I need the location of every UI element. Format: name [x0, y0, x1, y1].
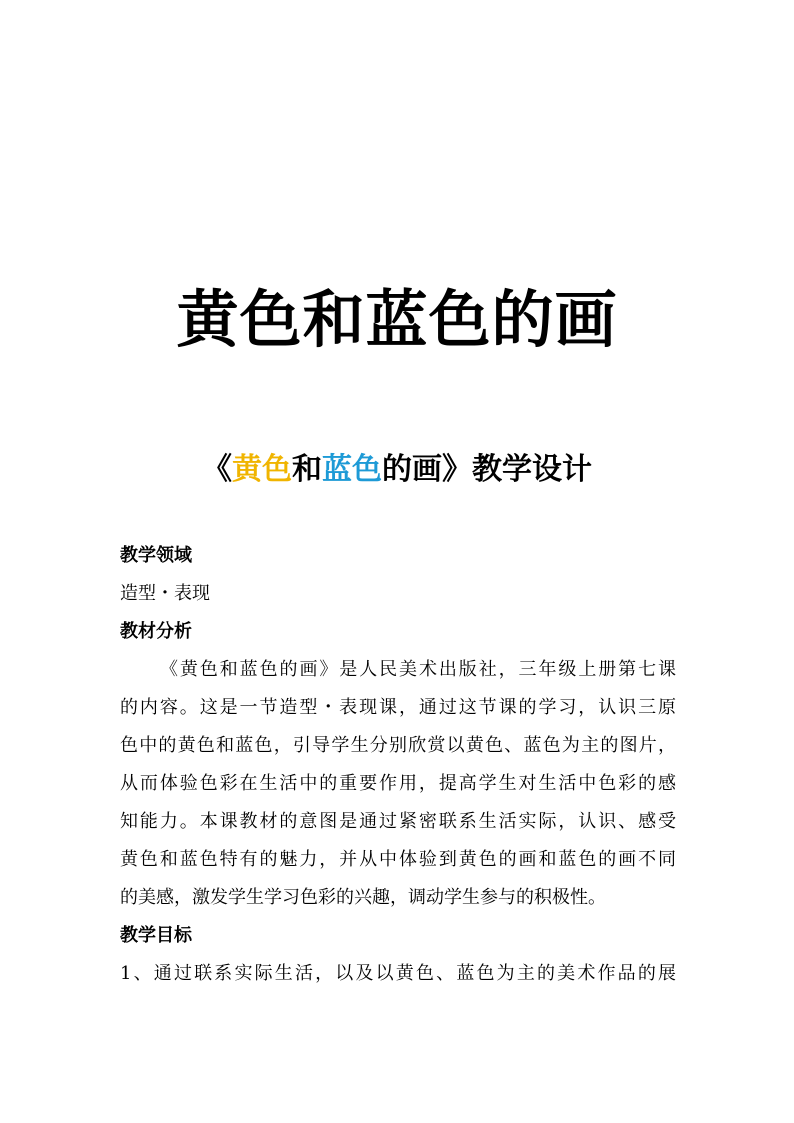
analysis-line: 黄色和蓝色特有的魅力，并从中体验到黄色的画和蓝色的画不同 [120, 849, 676, 870]
analysis-line: 的美感，激发学生学习色彩的兴趣，调动学生参与的积极性。 [120, 887, 606, 908]
analysis-line: 从而体验色彩在生活中的重要作用，提高学生对生活中色彩的感 [120, 773, 676, 794]
analysis-line: 色中的黄色和蓝色，引导学生分别欣赏以黄色、蓝色为主的图片， [120, 735, 676, 756]
document-subtitle [0, 448, 794, 492]
section-heading-domain: 教学领域 [120, 545, 192, 566]
subtitle-and-word: 和 [292, 452, 322, 487]
section-heading-objectives: 教学目标 [120, 925, 192, 946]
page-title: 黄色和蓝色的画 [176, 283, 618, 356]
subtitle-rest: 的画》教学设计 [382, 452, 592, 487]
domain-text: 造型・表现 [120, 583, 210, 604]
analysis-line: 的内容。这是一节造型・表现课，通过这节课的学习，认识三原 [120, 697, 676, 718]
analysis-line: 《黄色和蓝色的画》是人民美术出版社，三年级上册第七课 [160, 659, 676, 680]
subtitle-blue-word: 蓝色 [322, 452, 382, 487]
subtitle-open-bracket: 《 [202, 452, 232, 487]
subtitle-yellow-word: 黄色 [232, 452, 292, 487]
section-heading-analysis: 教材分析 [120, 621, 192, 642]
document-body [120, 537, 676, 993]
objectives-line: 1、通过联系实际生活，以及以黄色、蓝色为主的美术作品的展 [120, 963, 676, 984]
analysis-line: 知能力。本课教材的意图是通过紧密联系生活实际，认识、感受 [120, 811, 676, 832]
